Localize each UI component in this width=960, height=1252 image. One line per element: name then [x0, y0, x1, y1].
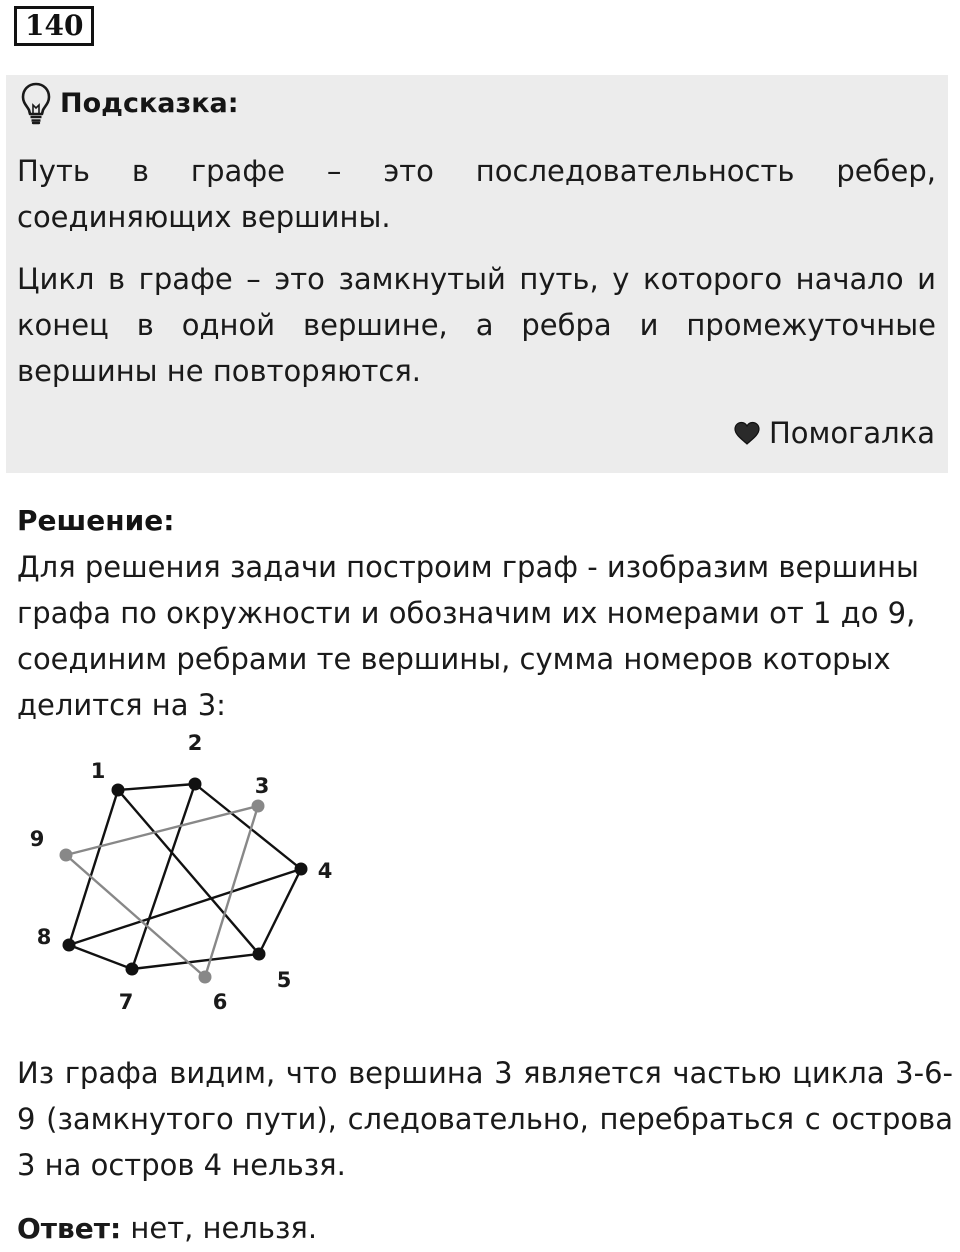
- credit: [733, 411, 935, 455]
- lightbulb-icon: [20, 81, 52, 125]
- graph-vertex-4: [295, 863, 308, 876]
- hint-box: [6, 75, 948, 473]
- graph-edge-2-4: [195, 784, 301, 869]
- graph-vertex-label-7: 7: [118, 990, 134, 1014]
- hint-header: [20, 81, 239, 125]
- graph-vertex-6: [199, 971, 212, 984]
- graph-vertex-5: [253, 948, 266, 961]
- task-number: 140: [14, 6, 94, 46]
- hint-title: Подсказка:: [60, 87, 239, 119]
- graph-edge-1-2: [118, 784, 195, 790]
- graph-vertex-label-4: 4: [317, 859, 333, 883]
- graph-vertex-label-8: 8: [36, 925, 52, 949]
- graph-edge-1-8: [69, 790, 118, 945]
- answer-value: нет, нельзя.: [121, 1211, 318, 1245]
- solution-text: Для решения задачи построим граф - изобразим вершины графа по окружности и обозначим их номерами от 1 до 9, соединим ребрами те вершины, сумма номеров которых делится на 3:: [17, 550, 919, 722]
- graph-vertex-label-9: 9: [29, 827, 45, 851]
- graph-vertex-label-1: 1: [90, 759, 106, 783]
- graph-vertex-label-3: 3: [254, 774, 270, 798]
- graph-diagram: [0, 720, 360, 1020]
- graph-vertex-label-5: 5: [276, 968, 292, 992]
- graph-edge-5-7: [132, 954, 259, 969]
- graph-vertex-2: [189, 778, 202, 791]
- graph-vertex-label-2: 2: [187, 731, 203, 755]
- graph-vertex-label-6: 6: [212, 990, 228, 1014]
- credit-label: Помогалка: [769, 416, 935, 450]
- answer-label: Ответ:: [17, 1212, 122, 1245]
- graph-vertex-1: [112, 784, 125, 797]
- graph-vertex-8: [63, 939, 76, 952]
- graph-edges: [66, 784, 301, 977]
- hint-path-definition: Путь в графе – это последовательность ребер, соединяющих вершины.: [17, 154, 936, 234]
- graph-vertex-7: [126, 963, 139, 976]
- graph-vertex-3: [252, 800, 265, 813]
- solution-title: Решение:: [17, 504, 175, 537]
- graph-edge-3-6: [205, 806, 258, 977]
- hint-cycle-definition: Цикл в графе – это замкнутый путь, у которого начало и конец в одной вершине, а ребра и промежуточные вершины не повторяются.: [17, 262, 936, 388]
- graph-edge-4-8: [69, 869, 301, 945]
- heart-icon: [733, 421, 761, 445]
- graph-vertex-9: [60, 849, 73, 862]
- graph-edge-3-9: [66, 806, 258, 855]
- answer: [17, 1205, 317, 1252]
- conclusion-text: Из графа видим, что вершина 3 является частью цикла 3-6-9 (замкнутого пути), следовательно, перебраться с острова 3 на остров 4 нельзя.: [17, 1056, 953, 1182]
- graph-edge-7-8: [69, 945, 132, 969]
